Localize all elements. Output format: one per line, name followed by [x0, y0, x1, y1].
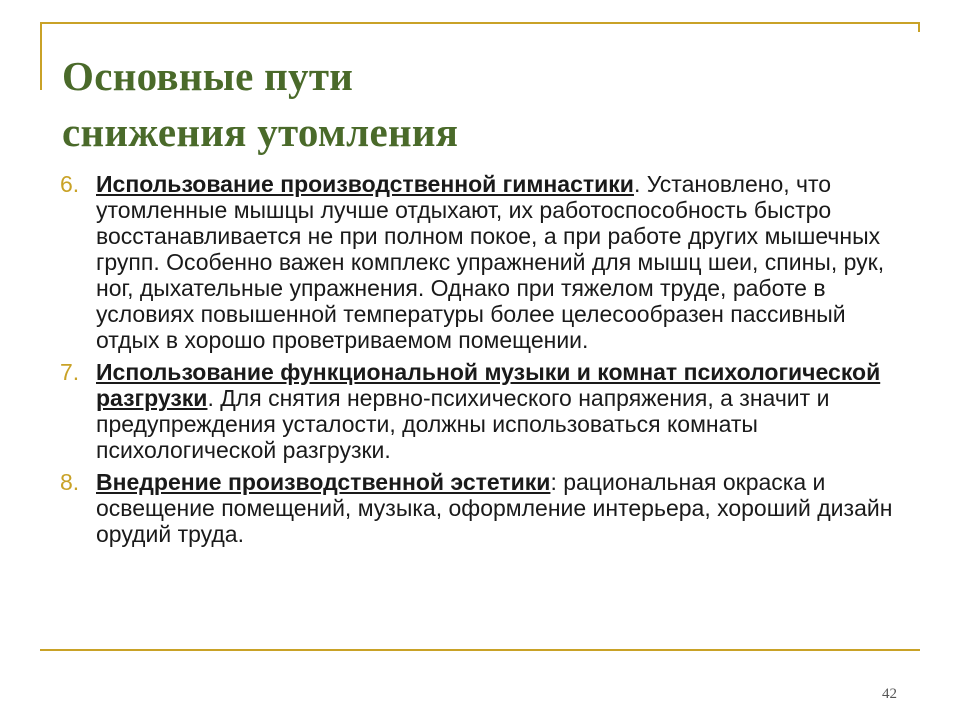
item-body: . Установлено, что утомленные мышцы лучше отдыхают, их работоспособность быстро восстанавливается не при полном покое, а при работе других мышечных групп. Особенно важен комплекс упражнений для мышц шеи, спины, рук, ног, дыхательные упражнения. Однако при тяжелом труде, работе в условиях повышенной температуры более целесообразен пассивный отдых в хорошо проветриваемом помещении.	[96, 171, 885, 353]
frame-bottom-rule	[40, 649, 920, 651]
item-body: : рациональная окраска и освещение помещений, музыка, оформление интерьера, хороший дизайн орудий труда.	[96, 469, 893, 547]
item-heading: Использование производственной гимнастики	[96, 171, 634, 197]
item-heading: Внедрение производственной эстетики	[96, 469, 551, 495]
item-heading: Использование функциональной музыки и комнат психологической разгрузки	[96, 359, 881, 411]
list-item	[60, 359, 910, 463]
item-body: . Для снятия нервно-психического напряжения, а значит и предупреждения усталости, должны использоваться комнаты психологической разгрузки.	[96, 385, 830, 463]
frame-left-rule	[40, 22, 42, 90]
slide-content	[60, 171, 910, 553]
list-item	[60, 469, 910, 547]
item-number: 6.	[60, 171, 80, 197]
item-number: 7.	[60, 359, 80, 385]
list-item	[60, 171, 910, 353]
frame-top-rule	[40, 22, 920, 24]
slide-title	[62, 48, 458, 160]
frame-right-rule	[918, 22, 920, 32]
slide-title-line-1: Основные пути	[62, 53, 354, 99]
slide-title-line-2: снижения утомления	[62, 109, 459, 155]
page-number: 42	[882, 686, 897, 702]
item-number: 8.	[60, 469, 80, 495]
